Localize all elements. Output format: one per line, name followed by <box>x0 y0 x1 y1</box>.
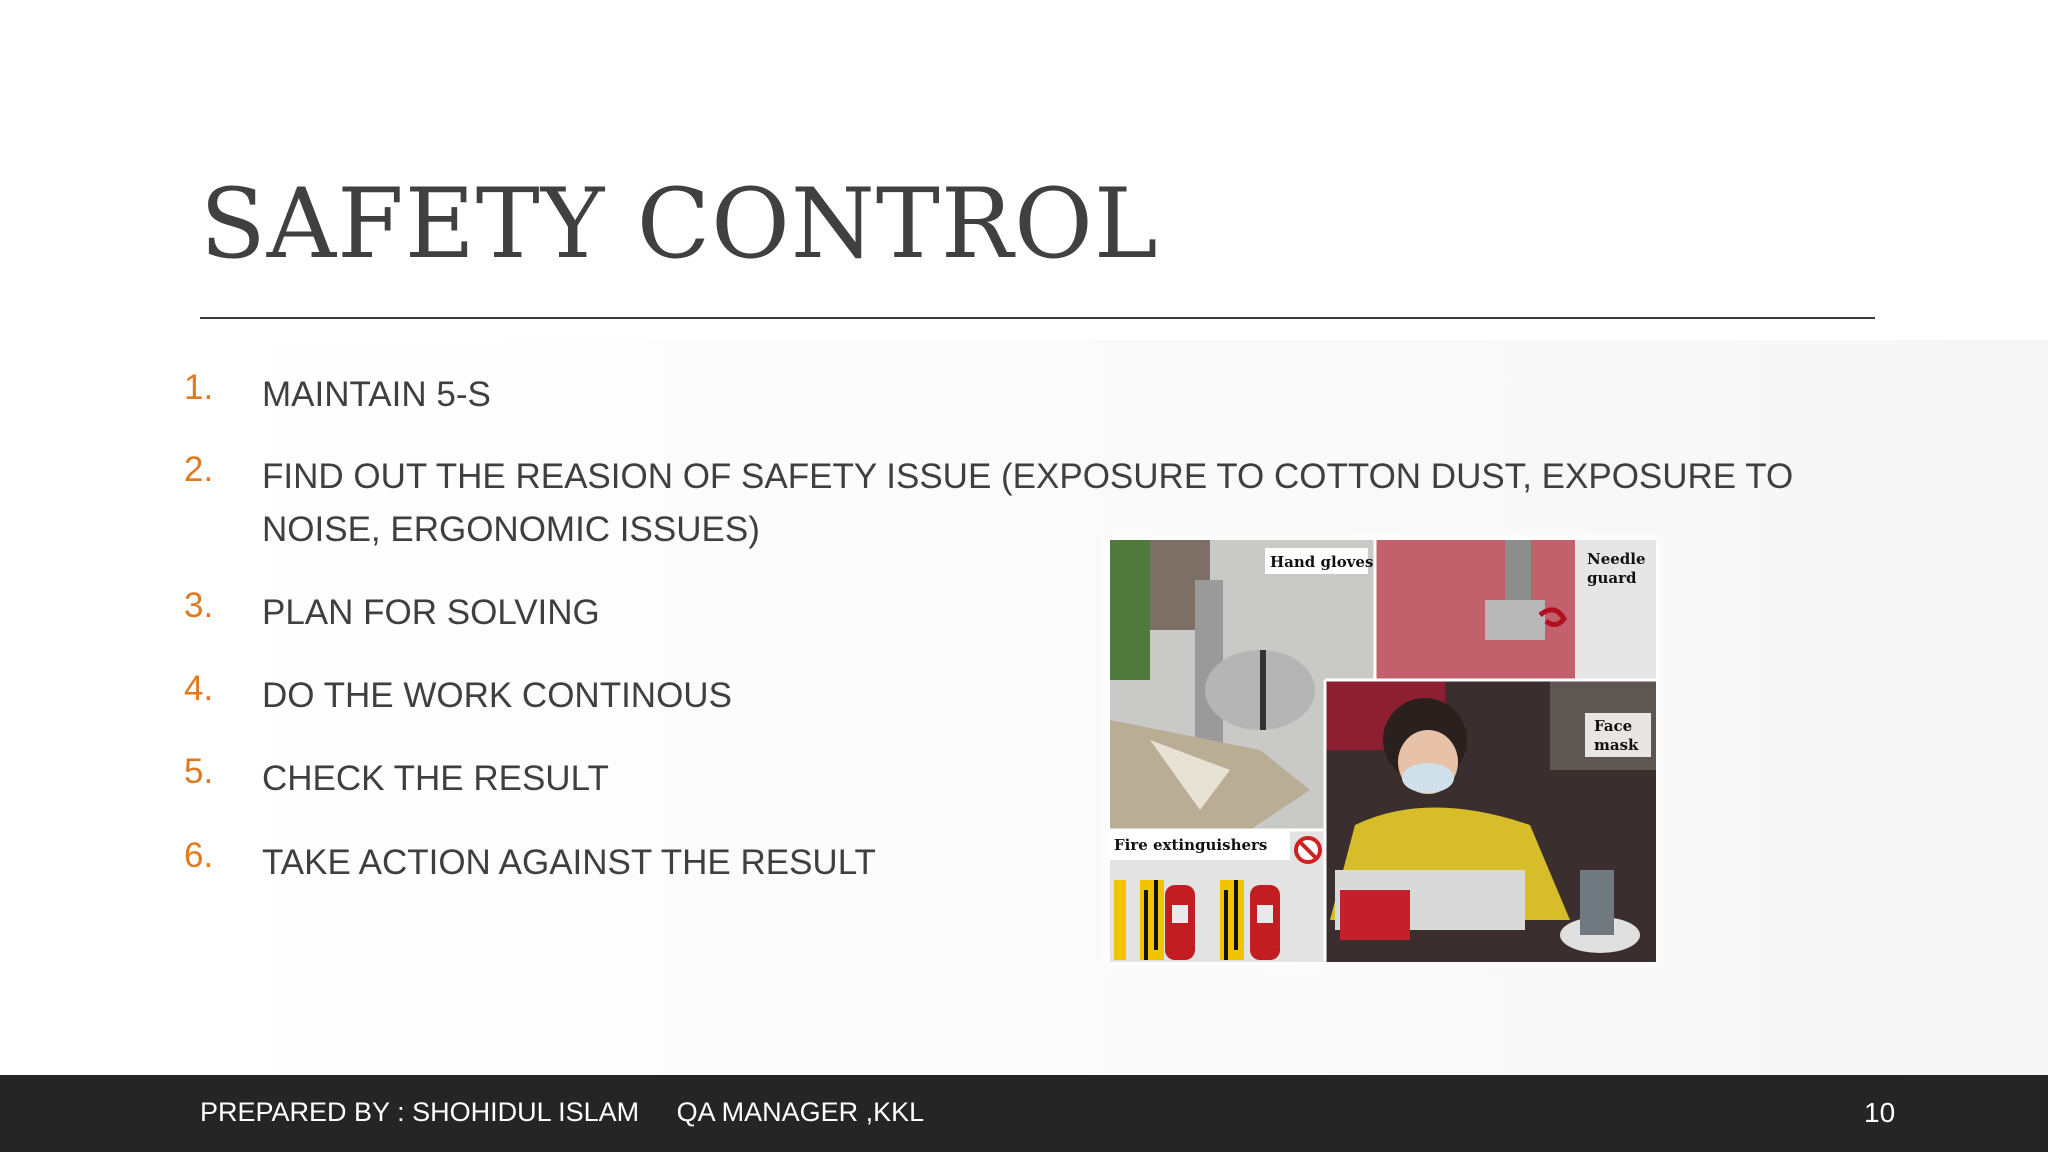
list-item-text: DO THE WORK CONTINOUS <box>262 676 732 715</box>
footer-author-text: PREPARED BY : SHOHIDUL ISLAM QA MANAGER ,KKL <box>200 1097 925 1127</box>
list-item-text: FIND OUT THE REASION OF SAFETY ISSUE (EXPOSURE TO COTTON DUST, EXPOSURE TO NOISE, ERGONOMIC ISSUES) <box>262 457 1794 549</box>
list-item-text: MAINTAIN 5-S <box>262 375 491 414</box>
slide-title: SAFETY CONTROL <box>200 168 1159 280</box>
label-needle-guard-line1: Needle <box>1587 550 1646 568</box>
list-item-text: TAKE ACTION AGAINST THE RESULT <box>262 843 876 882</box>
label-face-mask-line1: Face <box>1594 717 1633 735</box>
list-item-number: 3. <box>184 586 214 625</box>
safety-equipment-photo-collage <box>1110 540 1656 962</box>
list-item-text: PLAN FOR SOLVING <box>262 593 600 632</box>
list-item-number: 5. <box>184 752 214 791</box>
title-divider <box>200 317 1875 319</box>
label-face-mask-line2: mask <box>1594 736 1639 754</box>
footer-bar <box>0 1075 2048 1152</box>
label-fire-extinguishers: Fire extinguishers <box>1114 836 1268 854</box>
label-hand-gloves: Hand gloves <box>1270 553 1374 571</box>
list-item-number: 6. <box>184 836 214 875</box>
label-needle-guard-line2: guard <box>1587 569 1637 587</box>
list-item-text: CHECK THE RESULT <box>262 759 609 798</box>
list-item-number: 1. <box>184 368 214 407</box>
list-item-number: 4. <box>184 669 214 708</box>
list-item-number: 2. <box>184 450 214 489</box>
page-number: 10 <box>1864 1097 1896 1128</box>
